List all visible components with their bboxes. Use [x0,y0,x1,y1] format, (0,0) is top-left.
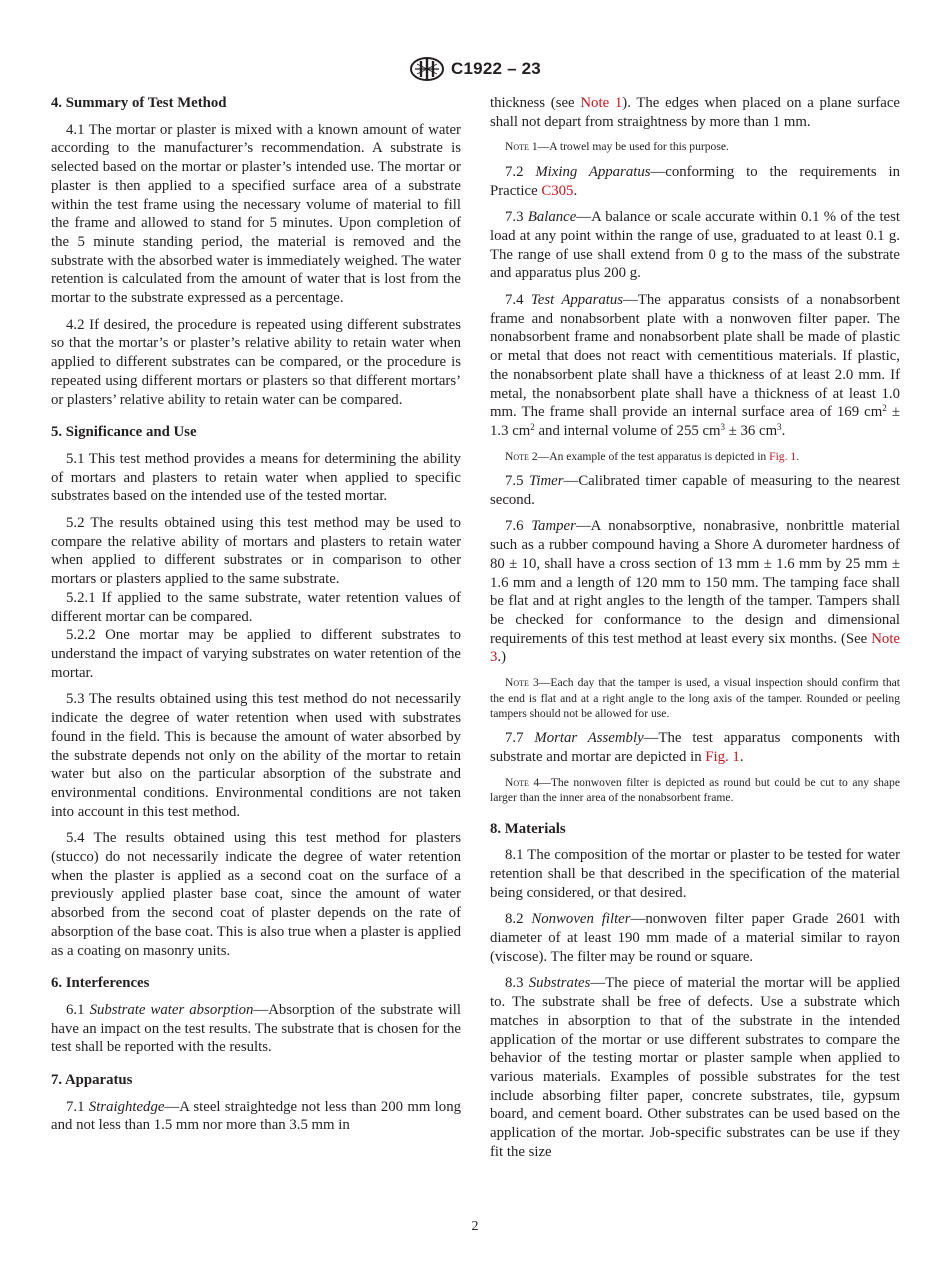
page-number: 2 [471,1219,479,1234]
note-1: Note 1—A trowel may be used for this purpose. [505,140,729,154]
section-7-heading: 7. Apparatus [51,1072,133,1089]
paragraph-5-3: 5.3 The results obtained using this test method do not necessarily indicate the degree of water retention when used with substrates found in the field. This is because the amount of water absorbed by the substrate depends not only on the ability of the mortar to retain water but also on the particular absorption of the substrate and environmental conditions. Environmental conditions are not taken into account in this test method. [51,691,461,820]
section-5-heading: 5. Significance and Use [51,424,197,441]
paragraph-7-5: 7.5 Timer—Calibrated timer capable of measuring to the nearest second. [490,473,900,508]
section-8-heading: 8. Materials [490,820,566,837]
fig-1-link[interactable]: Fig. 1 [705,749,740,766]
paragraph-5-1: 5.1 This test method provides a means for determining the ability of mortars and plasters to retain water when applied to specific substrates based on the intended use of the tested mortar. [51,450,461,505]
page-header [0,56,950,82]
note-4: Note 4—The nonwoven filter is depicted as round but could be cut to any shape larger than the inner area of the nonabsorbent frame. [490,775,900,805]
c305-link[interactable]: C305 [541,182,574,199]
paragraph-7-1: 7.1 Straightedge—A steel straightedge not less than 200 mm long and not less than 1.5 mm nor more than 3.5 mm in [51,1098,461,1134]
note-3-link[interactable]: Note 3 [490,630,900,666]
paragraph-4-1: 4.1 The mortar or plaster is mixed with a known amount of water according to the manufacturer’s recommendation. A substrate is selected based on the mortar or plaster’s intended use. The mortar or plaster is then applied to a specified surface area of a substrate within the test frame using the necessary volume of material to fill the frame and allowed to stand for 5 minutes. Upon completion of the 5 minute standing period, the material is removed and the substrate with the absorbed water is immediately weighed. The water retention is calculated from the amount of water that is lost from the mortar to the substrate expressed as a percentage. [51,121,461,307]
paragraph-7-6: 7.6 Tamper—A nonabsorptive, nonabrasive, nonbrittle material such as a rubber compound having a Shore A durometer hardness of 80 ± 10, shall have a cross section of 13 mm ± 1.6 mm by 25 mm ± 1.6 mm and a length of 120 mm to 150 mm. The tamping face shall be flat and at right angles to the length of the tamper. Tampers shall be checked for conformance to the design and dimensional requirements of this test method at least every six months. (See Note 3.) [490,518,900,666]
section-4-heading: 4. Summary of Test Method [51,95,227,111]
paragraph-5-2-1: 5.2.1 If applied to the same substrate, water retention values of different mortar can be compared. [51,589,461,625]
right-column [490,94,900,1169]
paragraph-5-2: 5.2 The results obtained using this test method may be used to compare the relative ability of mortars and plasters to retain water when applied to different substrates or in comparison to other mortars or plasters applied to the same substrate. [51,515,461,588]
note-3: Note 3—Each day that the tamper is used, a visual inspection should confirm that the end is flat and at a right angle to the long axis of the tamper. Rounded or peeling tampers should not be allowed for use. [490,676,901,720]
paragraph-7-2: 7.2 Mixing Apparatus—conforming to the requirements in Practice C305. [490,163,900,199]
paragraph-4-2: 4.2 If desired, the procedure is repeated using different substrates so that the mortar’s or plaster’s relative ability to retain water when applied to different substrates can be compared, or the procedure is repeated using different mortars or plasters so that different mortars’ or plasters’ relative ability to retain water can be compared. [51,316,461,408]
paragraph-7-7: 7.7 Mortar Assembly—The test apparatus components with substrate and mortar are depicted in Fig. 1. [490,730,901,766]
paragraph-6-1: 6.1 Substrate water absorption—Absorption of the substrate will have an impact on the test results. The substrate that is chosen for the test shall be reported with the results. [51,1001,462,1056]
note-2: Note 2—An example of the test apparatus is depicted in Fig. 1. [505,449,800,463]
paragraph-7-3: 7.3 Balance—A balance or scale accurate within 0.1 % of the test load at any point within the range of use, graduated to at least 0.1 g. The range of use shall extend from 0 g to the mass of the substrate and apparatus plus 200 g. [490,209,900,282]
paragraph-7-4: 7.4 Test Apparatus—The apparatus consists of a nonabsorbent frame and nonabsorbent plate with a nonwoven filter paper. The nonabsorbent frame and nonabsorbent plate shall be made of plastic or metal that does not react with cementitious materials. If plastic, the nonabsorbent plate shall have a thickness of at least 2.0 mm. If metal, the nonabsorbent plate shall have a thickness of at least 1.0 mm. The frame shall provide an internal surface area of 169 $cm^2 \pm 1.3$ $cm^2$ and internal volume of 255 $cm^3 \pm 36$ $cm^3$. [490,292,900,439]
left-column [51,94,461,1143]
paragraph-7-1-continued: thickness (see Note 1). The edges when placed on a plane surface shall not depart from straightness by more than 1 mm. [490,95,900,130]
paragraph-8-2: 8.2 Nonwoven filter—nonwoven filter paper Grade 2601 with diameter of at least 190 mm made of a material similar to rayon (viscose). The filter may be round or square. [490,911,901,965]
note-1-link[interactable]: Note 1 [580,95,623,111]
paragraph-8-1: 8.1 The composition of the mortar or plaster to be tested for water retention shall be that described in the specification of the material being considered, or that desired. [490,847,900,901]
paragraph-5-2-2: 5.2.2 One mortar may be applied to different substrates to understand the impact of varying substrates on water retention of the mortar. [51,627,461,681]
section-6-heading: 6. Interferences [51,975,150,992]
fig-1-link[interactable]: Fig. 1 [769,449,797,463]
astm-logo-icon [409,56,445,82]
paragraph-5-4: 5.4 The results obtained using this test method for plasters (stucco) do not necessarily indicate the degree of water retention when the plaster is applied as a second coat on the surface of a previously applied plaster base coat, since the amount of water absorbed from the second coat of plaster depends on the rate of absorption of the base coat. This is also true when a plaster is applied as a coating on masonry units. [51,830,461,959]
document-designation: C1922 – 23 [451,59,541,78]
paragraph-8-3: 8.3 Substrates—The piece of material the mortar will be applied to. The substrate shall be free of defects. Use a substrate which matches in absorption to that of the substrate in the intended application of the mortar or use different substrates to compare the behavior of the testing mortar or plaster sample when applied to various materials. Examples of possible substrates for the test include absorbing filter paper, concrete substrates, tile, gypsum board, and cement board. Other substrates can be used based on the application of the mortar. Job-specific substrates can be use if they fit the size [490,975,900,1160]
